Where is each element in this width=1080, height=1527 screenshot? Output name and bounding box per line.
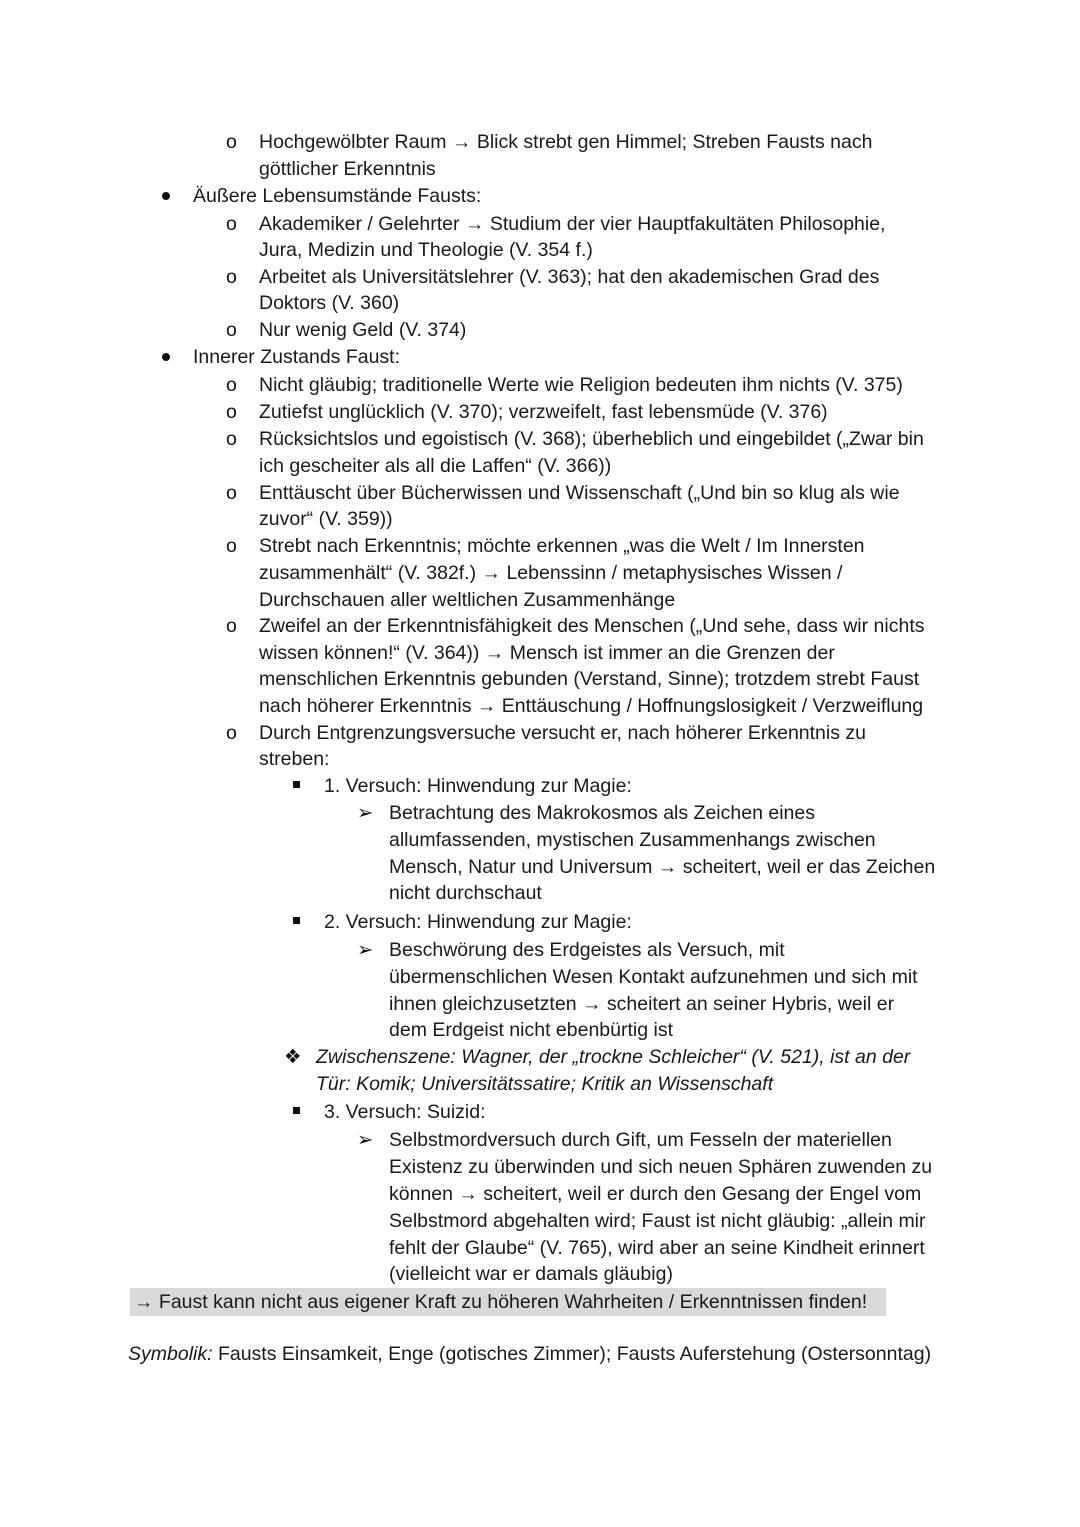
text-line: göttlicher Erkenntnis <box>259 158 436 180</box>
text-line: Akademiker / Gelehrter → Studium der vier Hauptfakultäten Philosophie, <box>259 213 886 235</box>
text-line: Selbstmordversuch durch Gift, um Fesseln der materiellen <box>389 1129 892 1151</box>
arrowhead-bullet: ➢ <box>357 802 374 824</box>
circle-bullet: o <box>226 213 237 235</box>
text-line: Nur wenig Geld (V. 374) <box>259 319 467 341</box>
text-line: allumfassenden, mystischen Zusammenhangs zwischen <box>389 829 876 851</box>
text-line: Betrachtung des Makrokosmos als Zeichen eines <box>389 802 815 824</box>
arrowhead-bullet: ➢ <box>357 1129 374 1151</box>
text-line: übermenschlichen Wesen Kontakt aufzunehmen und sich mit <box>389 966 918 988</box>
text-line: streben: <box>259 748 330 770</box>
text-line: Arbeitet als Universitätslehrer (V. 363); hat den akademischen Grad des <box>259 266 880 288</box>
section-heading: Innerer Zustands Faust: <box>193 346 401 368</box>
diamond-bullet: ❖ <box>284 1046 302 1068</box>
circle-bullet: o <box>226 535 237 557</box>
text-line: 1. Versuch: Hinwendung zur Magie: <box>324 775 632 797</box>
text-line: ihnen gleichzusetzten → scheitert an seiner Hybris, weil er <box>389 993 895 1015</box>
symbolik-line <box>128 1341 931 1367</box>
symbolik-text: Fausts Einsamkeit, Enge (gotisches Zimmer); Fausts Auferstehung (Ostersonntag) <box>212 1343 932 1365</box>
text-line: 2. Versuch: Hinwendung zur Magie: <box>324 911 632 933</box>
circle-bullet: o <box>226 401 237 423</box>
text-line: Hochgewölbter Raum → Blick strebt gen Himmel; Streben Fausts nach <box>259 131 873 153</box>
circle-bullet: o <box>226 615 237 637</box>
text-line: nach höherer Erkenntnis → Enttäuschung / Hoffnungslosigkeit / Verzweiflung <box>259 695 924 717</box>
circle-bullet: o <box>226 482 237 504</box>
text-line: Strebt nach Erkenntnis; möchte erkennen „was die Welt / Im Innersten <box>259 535 865 557</box>
text-line: wissen können!“ (V. 364)) → Mensch ist immer an die Grenzen der <box>259 642 835 664</box>
round-bullet <box>162 353 170 361</box>
text-line: Beschwörung des Erdgeistes als Versuch, mit <box>389 939 785 961</box>
text-line: Zweifel an der Erkenntnisfähigkeit des Menschen („Und sehe, dass wir nichts <box>259 615 925 637</box>
circle-bullet: o <box>226 722 237 744</box>
circle-bullet: o <box>226 374 237 396</box>
text-line: Enttäuscht über Bücherwissen und Wissenschaft („Und bin so klug als wie <box>259 482 900 504</box>
circle-bullet: o <box>226 266 237 288</box>
conclusion-text: → Faust kann nicht aus eigener Kraft zu höheren Wahrheiten / Erkenntnissen finden! <box>134 1291 868 1313</box>
text-line: zuvor“ (V. 359)) <box>259 508 393 530</box>
interlude-line: Zwischenszene: Wagner, der „trockne Schleicher“ (V. 521), ist an der <box>316 1046 911 1068</box>
text-line: Zutiefst unglücklich (V. 370); verzweifelt, fast lebensmüde (V. 376) <box>259 401 828 423</box>
section-heading: Äußere Lebensumstände Fausts: <box>193 185 482 207</box>
text-line: Nicht gläubig; traditionelle Werte wie Religion bedeuten ihm nichts (V. 375) <box>259 374 903 396</box>
text-line: (vielleicht war er damals gläubig) <box>389 1263 673 1285</box>
symbolik-label: Symbolik: <box>128 1343 213 1365</box>
text-line: dem Erdgeist nicht ebenbürtig ist <box>389 1019 673 1041</box>
square-bullet <box>293 781 300 788</box>
text-line: Selbstmord abgehalten wird; Faust ist nicht gläubig: „allein mir <box>389 1210 926 1232</box>
circle-bullet: o <box>226 319 237 341</box>
text-line: nicht durchschaut <box>389 882 542 904</box>
interlude-line: Tür: Komik; Universitätssatire; Kritik an Wissenschaft <box>316 1073 774 1095</box>
text-line: Jura, Medizin und Theologie (V. 354 f.) <box>259 239 593 261</box>
text-line: können → scheitert, weil er durch den Gesang der Engel vom <box>389 1183 922 1205</box>
text-line: Doktors (V. 360) <box>259 292 400 314</box>
text-line: Rücksichtslos und egoistisch (V. 368); überheblich und eingebildet („Zwar bin <box>259 428 924 450</box>
arrowhead-bullet: ➢ <box>357 939 374 961</box>
circle-bullet: o <box>226 131 237 153</box>
square-bullet <box>293 917 300 924</box>
text-line: 3. Versuch: Suizid: <box>324 1101 486 1123</box>
square-bullet <box>293 1107 300 1114</box>
text-line: menschlichen Erkenntnis gebunden (Verstand, Sinne); trotzdem strebt Faust <box>259 668 920 690</box>
text-line: fehlt der Glaube“ (V. 765), wird aber an seine Kindheit erinnert <box>389 1237 925 1259</box>
text-line: Durch Entgrenzungsversuche versucht er, nach höherer Erkenntnis zu <box>259 722 866 744</box>
text-line: zusammenhält“ (V. 382f.) → Lebenssinn / metaphysisches Wissen / <box>259 562 843 584</box>
text-line: ich gescheiter als all die Laffen“ (V. 366)) <box>259 455 612 477</box>
round-bullet <box>162 192 170 200</box>
text-line: Existenz zu überwinden und sich neuen Sphären zuwenden zu <box>389 1156 933 1178</box>
text-line: Mensch, Natur und Universum → scheitert, weil er das Zeichen <box>389 856 936 878</box>
circle-bullet: o <box>226 428 237 450</box>
text-line: Durchschauen aller weltlichen Zusammenhänge <box>259 589 676 611</box>
